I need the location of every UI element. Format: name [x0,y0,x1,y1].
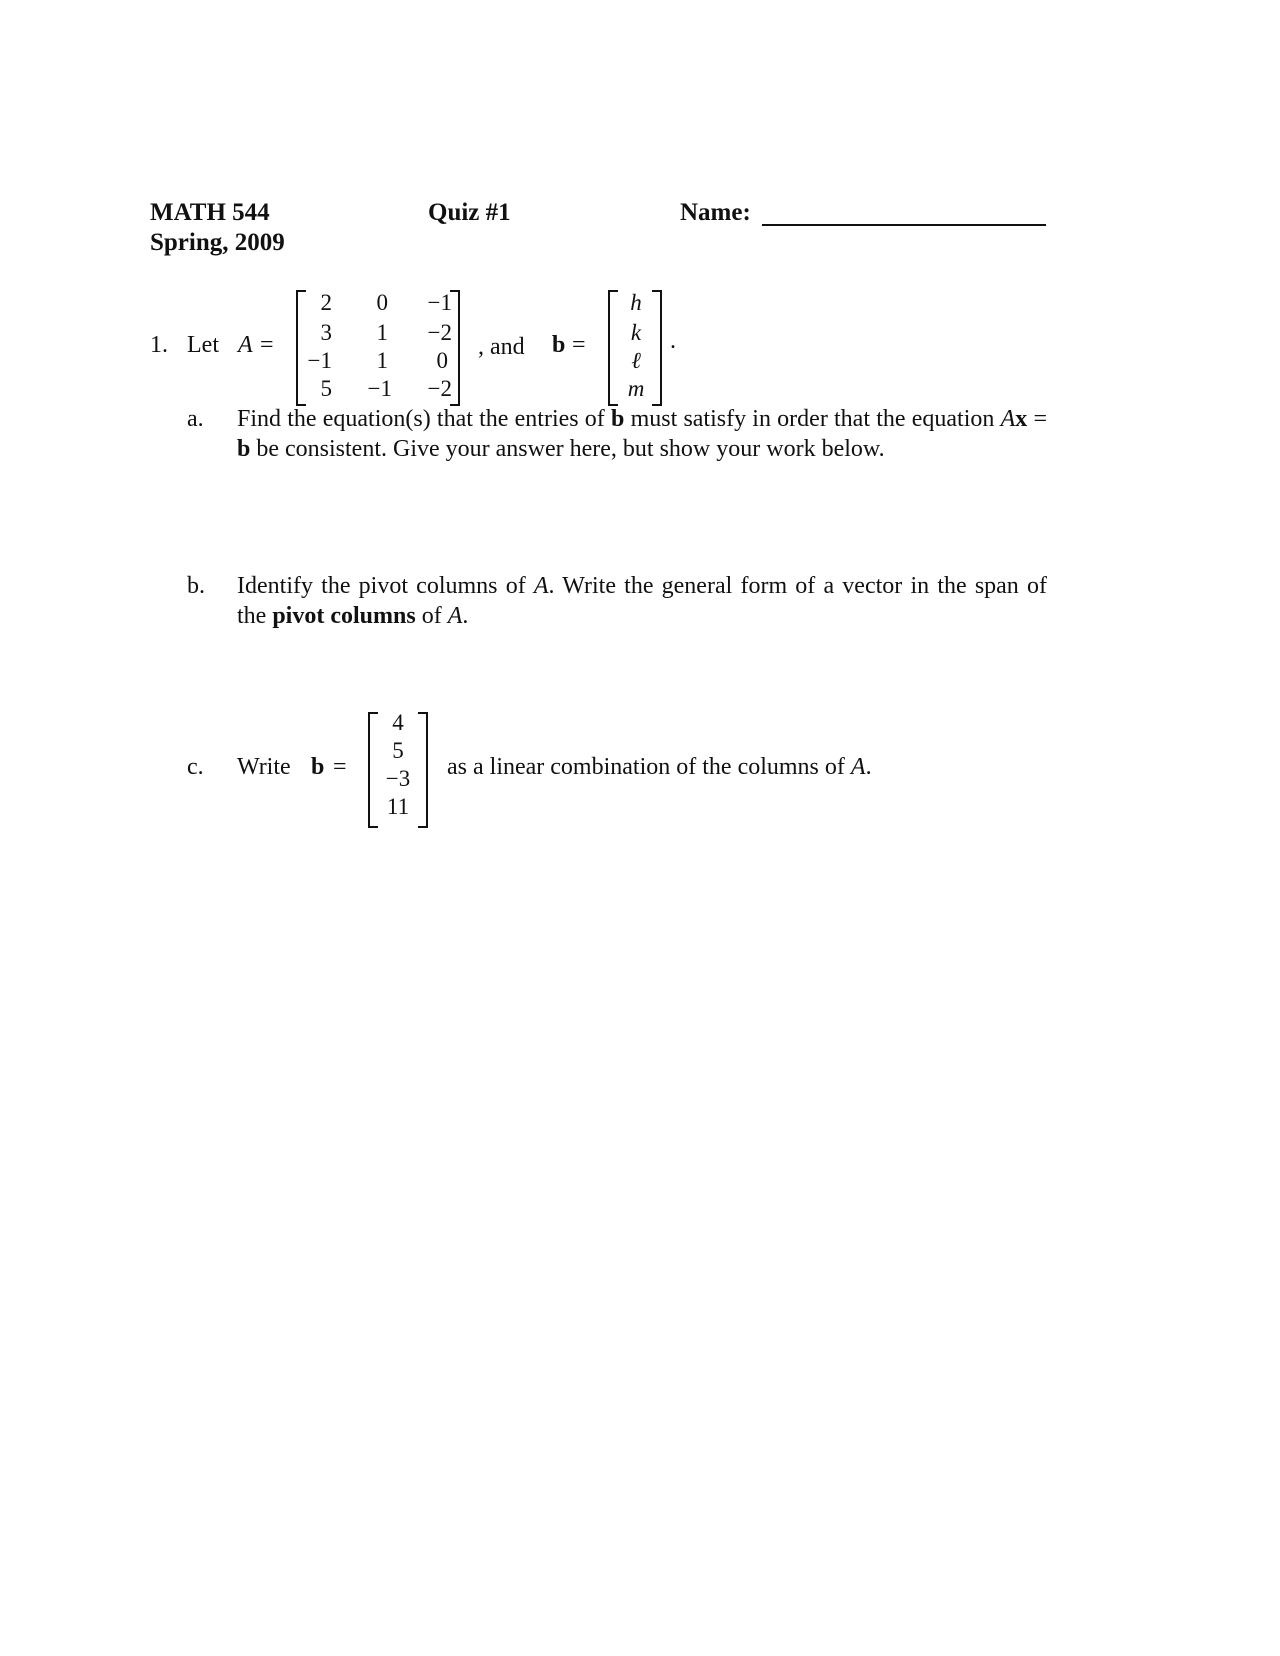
part-a-equals: = [1033,406,1047,432]
part-b-A-symbol: A [447,603,463,629]
matrix-A-cell: 0 [436,348,448,373]
part-c-label: c. [187,754,204,780]
name-label: Name: [680,199,751,226]
vector-b-entry: h [630,290,642,315]
part-b-label: b. [187,573,205,599]
matrix-A-cell: −1 [367,376,392,401]
matrix-A-cell: 1 [376,348,388,373]
part-c-vector-entry: 11 [386,794,410,819]
matrix-A-cell: 0 [376,290,388,315]
part-c-period: . [865,754,872,780]
part-a-A-symbol: A [1000,406,1016,432]
part-a-label: a. [187,406,204,432]
part-b-text [237,571,1047,631]
course-title: MATH 544 [150,199,270,226]
part-c-A-symbol: A [850,754,866,780]
part-c-equals: = [333,754,347,780]
part-a-text-3: be consistent. Give your answer here, but show your work below. [256,436,885,462]
vector-b-entry: k [630,320,642,345]
vector-b-symbol: b [552,332,566,358]
part-c-b-symbol: b [311,754,325,780]
course-term: Spring, 2009 [150,229,285,256]
name-blank-line[interactable] [762,224,1046,226]
part-b-text-1: Identify the pivot columns of [237,573,526,599]
part-a-text-2: must satisfy in order that the equation [630,406,995,432]
equals-sign: = [260,332,274,358]
matrix-A-cell: 2 [320,290,332,315]
matrix-A-cell: −2 [427,376,452,401]
part-b-pivot-columns: pivot columns [272,603,416,629]
problem-number: 1. [150,332,168,358]
equals-sign: = [572,332,586,358]
part-c-vector-entry: 4 [392,710,404,735]
quiz-title: Quiz #1 [428,199,511,226]
vector-b-entry: ℓ [631,348,641,373]
part-b-A-symbol: A [533,573,549,599]
part-a-x-symbol: x [1015,406,1028,432]
let-text: Let [187,332,219,358]
vector-b-entry: m [627,376,645,401]
part-b-text-3: of [421,603,442,629]
part-c-vector-entry: 5 [392,738,404,763]
matrix-A-symbol: A [238,332,253,358]
matrix-A-cell: 5 [320,376,332,401]
part-a-b-symbol: b [237,436,251,462]
part-c-text [447,752,872,782]
part-c-text-1: as a linear combination of the columns of [447,754,845,780]
comma-and-text: , and [478,334,525,360]
statement-period: . [670,328,676,354]
part-c-vector-entry: −3 [385,766,411,791]
matrix-A-cell: −1 [307,348,332,373]
matrix-A-cell: −1 [427,290,452,315]
matrix-A-cell: 3 [320,320,332,345]
part-b-period: . [462,603,469,629]
part-c-write: Write [237,754,291,780]
part-b-text-2: . Write the general form of a vector in the span of the [237,573,1047,629]
part-a-text-1: Find the equation(s) that the entries of [237,406,605,432]
matrix-A-cell: 1 [376,320,388,345]
part-a-b-symbol: b [611,406,625,432]
matrix-A-cell: −2 [427,320,452,345]
part-a-text [237,404,1047,464]
